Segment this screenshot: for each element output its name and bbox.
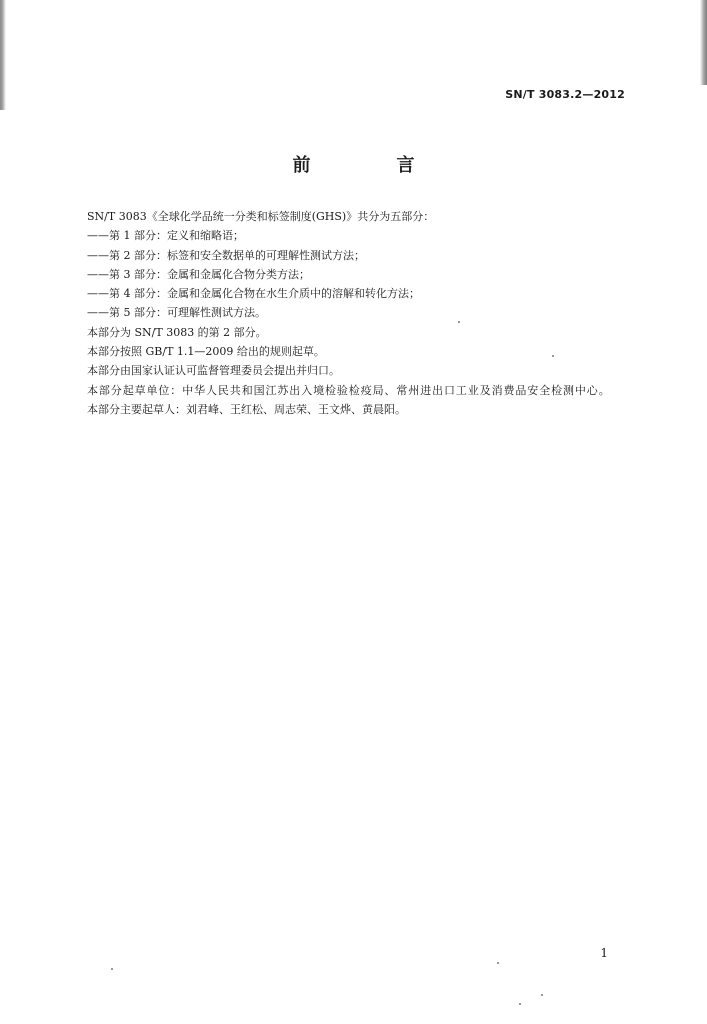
scan-speck [519, 1003, 521, 1005]
scan-speck [541, 994, 543, 996]
list-item-part-3: ——第 3 部分：金属和金属化合物分类方法； [87, 267, 310, 281]
paragraph-intro: SN/T 3083《全球化学品统一分类和标签制度(GHS)》共分为五部分： [87, 210, 435, 223]
scan-speck [111, 968, 113, 970]
page-number: 1 [600, 946, 608, 960]
list-item-part-5: ——第 5 部分：可理解性测试方法。 [87, 306, 266, 320]
scan-edge-left [0, 0, 6, 110]
paragraph-proposed-by: 本部分由国家认证认可监督管理委员会提出并归口。 [87, 364, 340, 378]
scan-edge-right [700, 0, 707, 85]
scan-speck [497, 962, 499, 964]
foreword-body [60, 207, 630, 419]
paragraph-drafting-rules: 本部分按照 GB/T 1.1—2009 给出的规则起草。 [87, 345, 325, 359]
paragraph-drafters: 本部分主要起草人：刘君峰、王红松、周志荣、王文烨、黄晨阳。 [87, 402, 406, 416]
list-item-part-2: ——第 2 部分：标签和安全数据单的可理解性测试方法； [87, 248, 365, 262]
page-title: 前 言 [292, 155, 449, 176]
paragraph-drafting-units: 本部分起草单位：中华人民共和国江苏出入境检验检疫局、常州进出口工业及消费品安全检测中心。 [87, 383, 611, 397]
list-item-part-1: ——第 1 部分：定义和缩略语； [87, 229, 244, 243]
list-item-part-4: ——第 4 部分：金属和金属化合物在水生介质中的溶解和转化方法； [87, 287, 420, 301]
scan-speck [552, 355, 554, 357]
paragraph-part-statement: 本部分为 SN/T 3083 的第 2 部分。 [87, 325, 267, 339]
standard-code: SN/T 3083.2—2012 [505, 88, 625, 101]
scan-speck [458, 321, 460, 323]
